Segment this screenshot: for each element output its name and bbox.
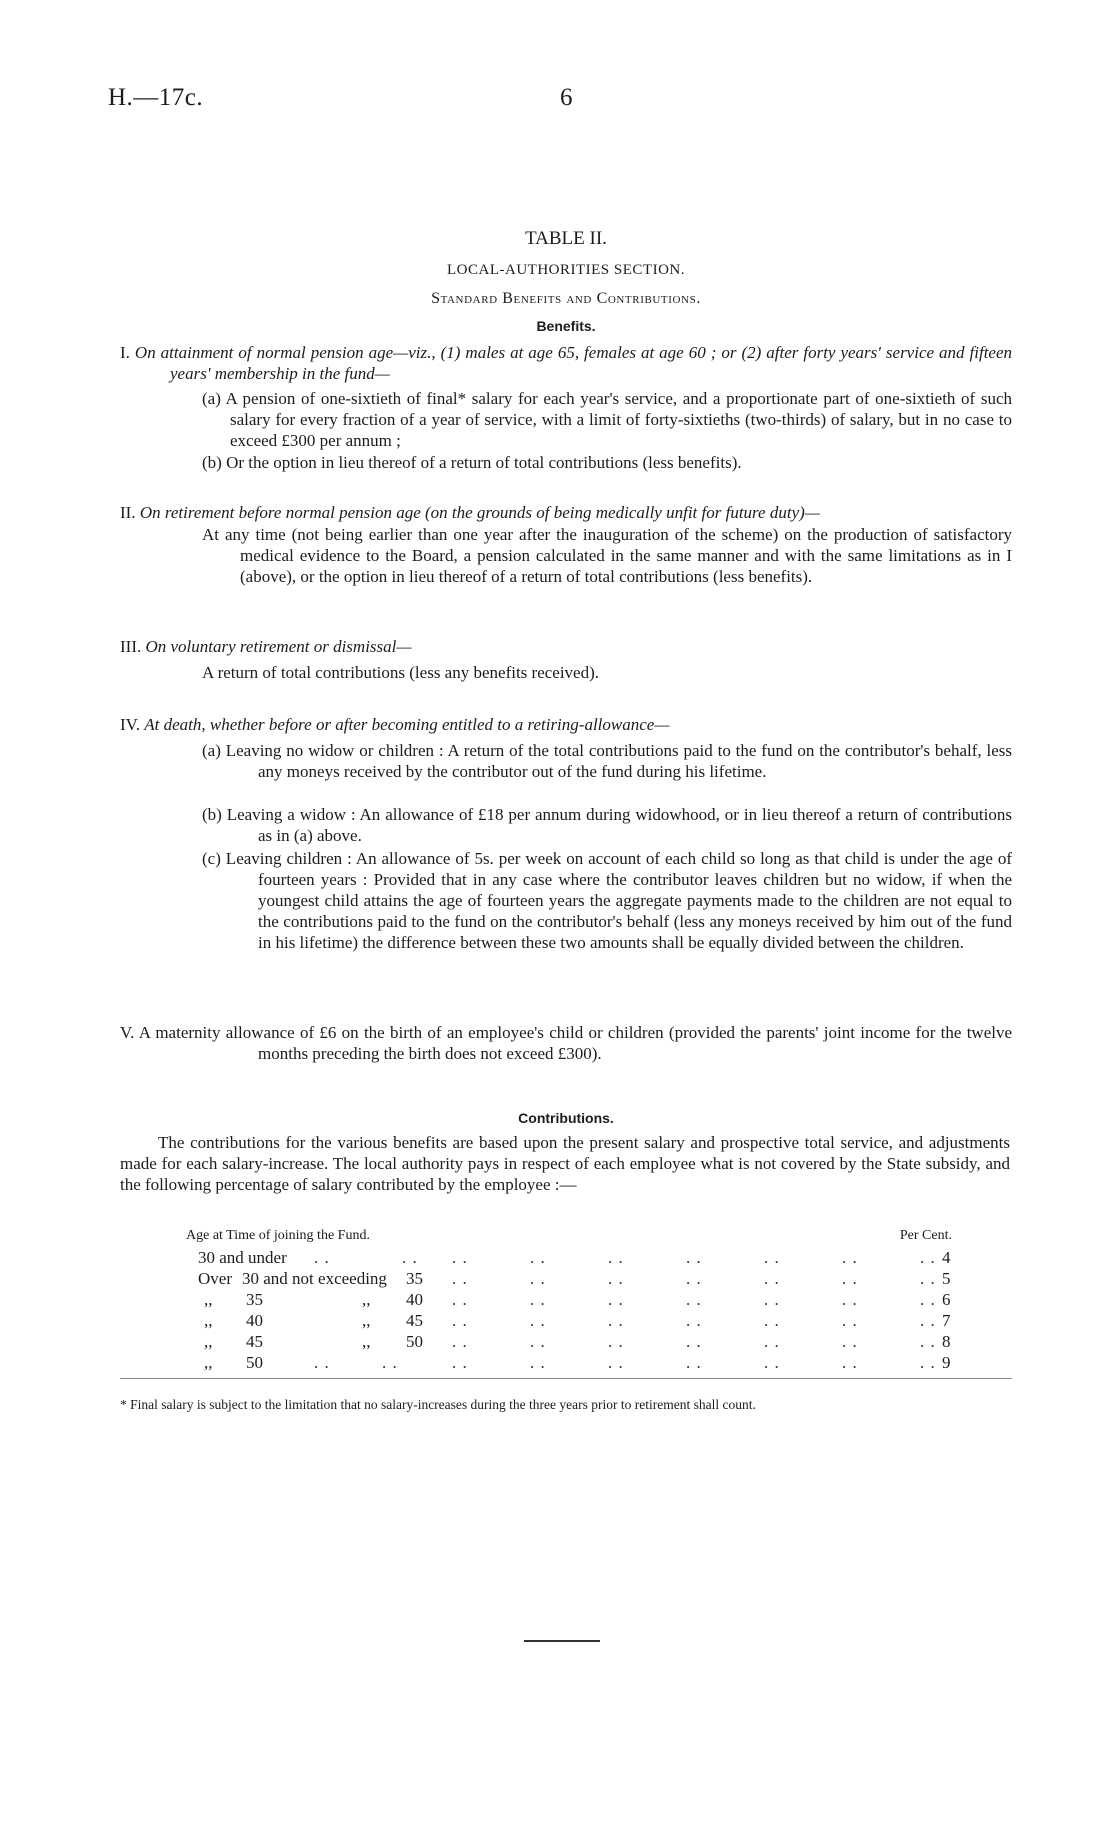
- leader-dots: . .: [842, 1290, 858, 1309]
- leader-dots: . .: [608, 1332, 624, 1351]
- contributions-text: The contributions for the various benefits are based upon the present salary and prospective total service, and adjustments made for each salary-increase. The local authority pays in respect of each employee what is not covered by the State subsidy, and the following percentage of salary contributed by the employee :—: [120, 1133, 1010, 1194]
- age-prefix: ,,: [204, 1311, 213, 1330]
- leader-dots: . .: [314, 1248, 330, 1267]
- leader-dots: . .: [452, 1290, 468, 1309]
- benefit-iii-heading: On voluntary retirement or dismissal—: [145, 637, 412, 656]
- contributions-heading: Contributions.: [518, 1110, 614, 1126]
- age-to: 45: [406, 1311, 423, 1330]
- age-prefix: Over: [198, 1269, 232, 1288]
- column-age-header: Age at Time of joining the Fund.: [186, 1228, 370, 1243]
- age-from: 35: [246, 1290, 263, 1309]
- leader-dots: . .: [608, 1248, 624, 1267]
- leader-dots: . .: [842, 1269, 858, 1288]
- leader-dots: . .: [764, 1269, 780, 1288]
- benefit-iii-intro: [120, 636, 1012, 657]
- leader-dots: . .: [530, 1269, 546, 1288]
- leader-dots: . .: [920, 1332, 936, 1351]
- age-to: 40: [406, 1290, 423, 1309]
- percent-value: 6: [942, 1290, 951, 1309]
- table-row: [186, 1269, 956, 1290]
- age-ditto: ,,: [362, 1332, 371, 1351]
- leader-dots: . .: [842, 1332, 858, 1351]
- contributions-table: [186, 1228, 956, 1374]
- age-from: 50: [246, 1353, 263, 1372]
- leader-dots: . .: [920, 1353, 936, 1372]
- leader-dots: . .: [382, 1353, 398, 1372]
- leader-dots: . .: [842, 1353, 858, 1372]
- leader-dots: . .: [764, 1332, 780, 1351]
- age-to: 35: [406, 1269, 423, 1288]
- page-number: 6: [560, 84, 573, 111]
- leader-dots: . .: [842, 1248, 858, 1267]
- section-title: LOCAL-AUTHORITIES SECTION.: [447, 262, 685, 278]
- leader-dots: . .: [920, 1269, 936, 1288]
- age-from: 45: [246, 1332, 263, 1351]
- document-reference: H.—17c.: [108, 84, 204, 111]
- benefits-heading: Benefits.: [536, 318, 596, 334]
- leader-dots: . .: [452, 1269, 468, 1288]
- leader-dots: . .: [686, 1290, 702, 1309]
- benefit-i-intro: [120, 342, 1012, 384]
- leader-dots: . .: [764, 1290, 780, 1309]
- leader-dots: . .: [608, 1353, 624, 1372]
- leader-dots: . .: [920, 1248, 936, 1267]
- column-percent-header: Per Cent.: [899, 1228, 952, 1243]
- age-prefix: ,,: [204, 1332, 213, 1351]
- leader-dots: . .: [686, 1332, 702, 1351]
- leader-dots: . .: [686, 1353, 702, 1372]
- leader-dots: . .: [764, 1353, 780, 1372]
- leader-dots: . .: [842, 1311, 858, 1330]
- benefit-i-heading: On attainment of normal pension age—viz., (1) males at age 65, females at age 60 ; or (2) after forty years' service and fifteen years' membership in the fund—: [134, 343, 1013, 383]
- benefit-v-number: V.: [120, 1023, 135, 1042]
- leader-dots: . .: [764, 1311, 780, 1330]
- table-header: [186, 1228, 956, 1248]
- table-row: [186, 1332, 956, 1353]
- age-to: 50: [406, 1332, 423, 1351]
- leader-dots: . .: [452, 1353, 468, 1372]
- benefit-ii-text: At any time (not being earlier than one year after the inauguration of the scheme) on the production of satisfactory medical evidence to the Board, a pension calculated in the same manner and with the same limitations as in I (above), or the option in lieu thereof of a return of total contributions (less benefits).: [202, 525, 1012, 586]
- table-row: [186, 1311, 956, 1332]
- leader-dots: . .: [686, 1311, 702, 1330]
- leader-dots: . .: [452, 1248, 468, 1267]
- leader-dots: . .: [608, 1269, 624, 1288]
- table-row: [186, 1248, 956, 1269]
- age-prefix: 30 and under: [198, 1248, 287, 1267]
- leader-dots: . .: [402, 1248, 418, 1267]
- table-row: [186, 1353, 956, 1374]
- leader-dots: . .: [530, 1248, 546, 1267]
- benefit-iv-c: (c) Leaving children : An allowance of 5s. per week on account of each child so long as that child is under the age of fourteen years : Provided that in any case where the contributor leaves children but no widow, if when the youngest child attains the age of fourteen years the aggregate payments made to the children are not equal to the contributions paid to the fund on the contributor's behalf (less any moneys received by him out of the fund in his lifetime) the difference between these two amounts shall be equally divided between the children.: [202, 849, 1012, 952]
- benefit-ii-number: II.: [120, 503, 136, 522]
- leader-dots: . .: [920, 1290, 936, 1309]
- benefit-ii-intro: [120, 502, 1012, 523]
- percent-value: 5: [942, 1269, 951, 1288]
- leader-dots: . .: [608, 1290, 624, 1309]
- benefit-i-b: (b) Or the option in lieu thereof of a return of total contributions (less benefits).: [202, 453, 742, 472]
- table-title: TABLE II.: [525, 228, 607, 249]
- table-row: [186, 1290, 956, 1311]
- age-from: 40: [246, 1311, 263, 1330]
- age-ditto: ,,: [362, 1311, 371, 1330]
- percent-value: 7: [942, 1311, 951, 1330]
- leader-dots: . .: [686, 1269, 702, 1288]
- footnote: * Final salary is subject to the limitation that no salary-increases during the three years prior to retirement shall count.: [120, 1397, 756, 1412]
- leader-dots: . .: [686, 1248, 702, 1267]
- leader-dots: . .: [530, 1332, 546, 1351]
- benefit-iv-intro: [120, 714, 1012, 735]
- benefit-iv-number: IV.: [120, 715, 140, 734]
- age-prefix: ,,: [204, 1353, 213, 1372]
- benefit-i-a: (a) A pension of one-sixtieth of final* salary for each year's service, and a proportionate part of one-sixtieth of such salary for every fraction of a year of service, with a limit of forty-sixtieths (two-thirds) of salary, but in no case to exceed £300 per annum ;: [202, 389, 1012, 450]
- footnote-divider: [120, 1378, 1012, 1379]
- age-prefix: ,,: [204, 1290, 213, 1309]
- percent-value: 4: [942, 1248, 951, 1267]
- benefit-iii-number: III.: [120, 637, 142, 656]
- leader-dots: . .: [530, 1311, 546, 1330]
- percent-value: 9: [942, 1353, 951, 1372]
- leader-dots: . .: [314, 1353, 330, 1372]
- benefit-v-text: A maternity allowance of £6 on the birth of an employee's child or children (provided the parents' joint income for the twelve months preceding the birth does not exceed £300).: [138, 1023, 1013, 1063]
- benefit-ii-heading: On retirement before normal pension age (on the grounds of being medically unfit for future duty)—: [139, 503, 820, 522]
- table-subtitle: Standard Benefits and Contributions.: [431, 290, 701, 307]
- benefit-v: [120, 1022, 1012, 1064]
- leader-dots: . .: [764, 1248, 780, 1267]
- leader-dots: . .: [920, 1311, 936, 1330]
- leader-dots: . .: [452, 1332, 468, 1351]
- benefit-i-number: I.: [120, 343, 130, 362]
- end-rule: [524, 1640, 600, 1642]
- benefit-iv-a: (a) Leaving no widow or children : A return of the total contributions paid to the fund on the contributor's behalf, less any moneys received by the contributor out of the fund during his lifetime.: [202, 741, 1012, 781]
- leader-dots: . .: [530, 1353, 546, 1372]
- benefit-iii-text: A return of total contributions (less any benefits received).: [202, 663, 600, 682]
- benefit-iv-heading: At death, whether before or after becoming entitled to a retiring-allowance—: [144, 715, 670, 734]
- age-from: 30 and not exceeding: [242, 1269, 387, 1288]
- table-body: [186, 1248, 956, 1374]
- leader-dots: . .: [530, 1290, 546, 1309]
- leader-dots: . .: [452, 1311, 468, 1330]
- benefit-iv-b: (b) Leaving a widow : An allowance of £18 per annum during widowhood, or in lieu thereof a return of contributions as in (a) above.: [202, 805, 1012, 845]
- leader-dots: . .: [608, 1311, 624, 1330]
- age-ditto: ,,: [362, 1290, 371, 1309]
- percent-value: 8: [942, 1332, 951, 1351]
